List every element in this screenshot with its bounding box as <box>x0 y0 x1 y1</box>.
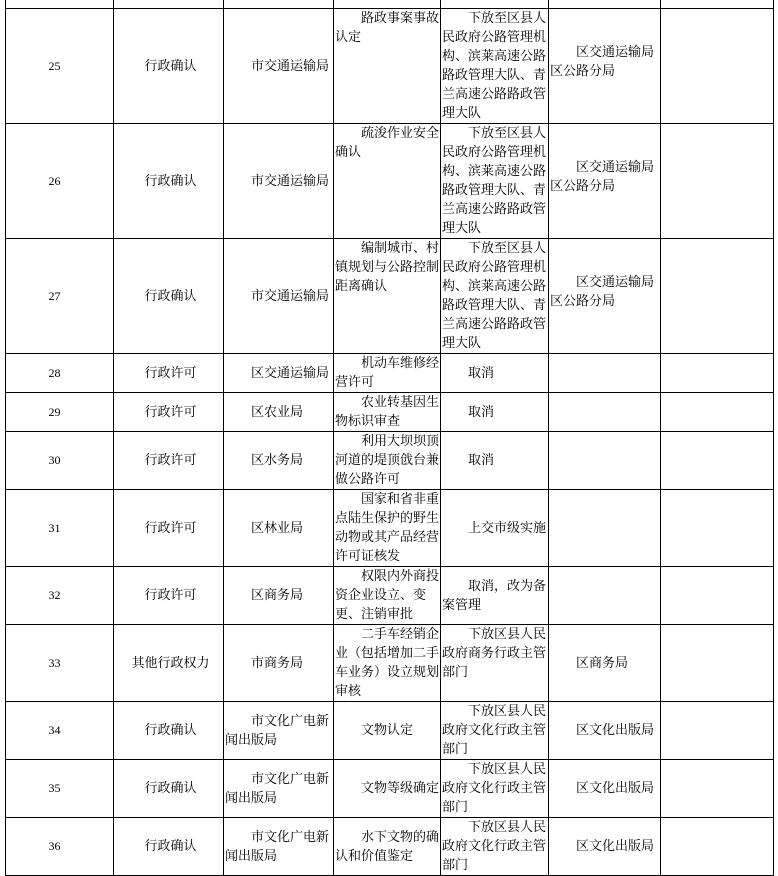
cell-receiving-unit: 区商务局 <box>549 625 661 702</box>
cell-department: 市文化广电新闻出版局 <box>224 702 334 760</box>
cell-power-type: 行政许可 <box>114 393 224 432</box>
cell-receiving-unit: 区交通运输局区公路分局 <box>549 9 661 124</box>
cell-item-name: 机动车维修经营许可 <box>334 354 441 393</box>
cell-disposal: 下放区县人民政府文化行政主管部门 <box>441 702 549 760</box>
cell-power-type: 行政确认 <box>114 818 224 876</box>
table-row <box>6 124 774 239</box>
cell-power-type: 行政确认 <box>114 124 224 239</box>
cell-department: 市交通运输局 <box>224 9 334 124</box>
cell-number: 26 <box>6 124 114 239</box>
cell-item-name: 国家和省非重点陆生保护的野生动物或其产品经营许可证核发 <box>334 490 441 567</box>
cell-disposal: 上交市级实施 <box>441 490 549 567</box>
cell-department: 区商务局 <box>224 567 334 625</box>
cell-item-name: 路政事案事故认定 <box>334 9 441 124</box>
cell-department: 市文化广电新闻出版局 <box>224 818 334 876</box>
cell-item-name <box>334 0 441 9</box>
table-row <box>6 393 774 432</box>
cell-number: 34 <box>6 702 114 760</box>
cell-item-name: 二手车经销企业（包括增加二手车业务）设立规划审核 <box>334 625 441 702</box>
cell-receiving-unit <box>549 490 661 567</box>
table-row <box>6 567 774 625</box>
cell-power-type: 行政确认 <box>114 760 224 818</box>
cell-note <box>661 818 774 876</box>
cell-note <box>661 760 774 818</box>
cell-item-name: 编制城市、村镇规划与公路控制距离确认 <box>334 239 441 354</box>
cell-number: 28 <box>6 354 114 393</box>
cell-number: 35 <box>6 760 114 818</box>
cell-item-name: 文物等级确定 <box>334 760 441 818</box>
cell-department: 市交通运输局 <box>224 124 334 239</box>
cell-item-name: 利用大坝坝顶河道的堤顶戗台兼做公路许可 <box>334 432 441 490</box>
power-list-table <box>5 0 774 876</box>
cell-power-type: 行政许可 <box>114 567 224 625</box>
cell-note <box>661 702 774 760</box>
cell-note <box>661 124 774 239</box>
cell-department: 区林业局 <box>224 490 334 567</box>
cell-number: 25 <box>6 9 114 124</box>
cell-receiving-unit: 区交通运输局区公路分局 <box>549 124 661 239</box>
cell-department: 市商务局 <box>224 625 334 702</box>
cell-item-name: 文物认定 <box>334 702 441 760</box>
cell-receiving-unit: 区文化出版局 <box>549 702 661 760</box>
cell-disposal: 取消 <box>441 432 549 490</box>
cell-number <box>6 0 114 9</box>
cell-note <box>661 239 774 354</box>
cell-receiving-unit: 区文化出版局 <box>549 760 661 818</box>
table-row <box>6 818 774 876</box>
cell-note <box>661 490 774 567</box>
cell-disposal: 下放至区县人民政府公路管理机构、滨莱高速公路路政管理大队、青兰高速公路路政管理大队 <box>441 9 549 124</box>
cell-department: 区交通运输局 <box>224 354 334 393</box>
cell-number: 29 <box>6 393 114 432</box>
cell-note <box>661 393 774 432</box>
cell-disposal: 下放区县人民政府文化行政主管部门 <box>441 818 549 876</box>
cell-power-type: 行政确认 <box>114 702 224 760</box>
cell-disposal: 下放至区县人民政府公路管理机构、滨莱高速公路路政管理大队、青兰高速公路路政管理大队 <box>441 239 549 354</box>
cell-disposal: 下放区县人民政府商务行政主管部门 <box>441 625 549 702</box>
table-row <box>6 354 774 393</box>
cell-number: 31 <box>6 490 114 567</box>
cell-disposal: 取消 <box>441 393 549 432</box>
table-row <box>6 490 774 567</box>
cell-item-name: 农业转基因生物标识审查 <box>334 393 441 432</box>
cell-power-type: 行政许可 <box>114 432 224 490</box>
cell-power-type: 其他行政权力 <box>114 625 224 702</box>
cell-note <box>661 432 774 490</box>
cell-power-type: 行政确认 <box>114 9 224 124</box>
cell-disposal: 取消 <box>441 354 549 393</box>
cell-note <box>661 567 774 625</box>
cell-receiving-unit: 区文化出版局 <box>549 818 661 876</box>
cell-department <box>224 0 334 9</box>
cell-power-type: 行政确认 <box>114 239 224 354</box>
cell-power-type <box>114 0 224 9</box>
table-row <box>6 0 774 9</box>
cell-department: 区农业局 <box>224 393 334 432</box>
cell-number: 36 <box>6 818 114 876</box>
cell-receiving-unit: 区交通运输局区公路分局 <box>549 239 661 354</box>
cell-number: 27 <box>6 239 114 354</box>
cell-number: 30 <box>6 432 114 490</box>
cell-item-name: 疏浚作业安全确认 <box>334 124 441 239</box>
table-row <box>6 702 774 760</box>
cell-number: 32 <box>6 567 114 625</box>
cell-note <box>661 9 774 124</box>
cell-receiving-unit <box>549 567 661 625</box>
cell-department: 市交通运输局 <box>224 239 334 354</box>
table-body <box>6 0 774 876</box>
table-row <box>6 239 774 354</box>
cell-department: 区水务局 <box>224 432 334 490</box>
cell-note <box>661 354 774 393</box>
cell-note <box>661 625 774 702</box>
table-row <box>6 432 774 490</box>
cell-disposal: 取消，改为备案管理 <box>441 567 549 625</box>
cell-number: 33 <box>6 625 114 702</box>
cell-item-name: 水下文物的确认和价值鉴定 <box>334 818 441 876</box>
cell-receiving-unit <box>549 354 661 393</box>
cell-power-type: 行政许可 <box>114 354 224 393</box>
cell-note <box>661 0 774 9</box>
cell-department: 市文化广电新闻出版局 <box>224 760 334 818</box>
cell-disposal: 下放区县人民政府文化行政主管部门 <box>441 760 549 818</box>
cell-power-type: 行政许可 <box>114 490 224 567</box>
table-row <box>6 625 774 702</box>
cell-receiving-unit <box>549 0 661 9</box>
cell-disposal: 下放至区县人民政府公路管理机构、滨莱高速公路路政管理大队、青兰高速公路路政管理大队 <box>441 124 549 239</box>
cell-receiving-unit <box>549 432 661 490</box>
cell-receiving-unit <box>549 393 661 432</box>
cell-item-name: 权限内外商投资企业设立、变更、注销审批 <box>334 567 441 625</box>
table-row <box>6 760 774 818</box>
table-row <box>6 9 774 124</box>
cell-disposal <box>441 0 549 9</box>
